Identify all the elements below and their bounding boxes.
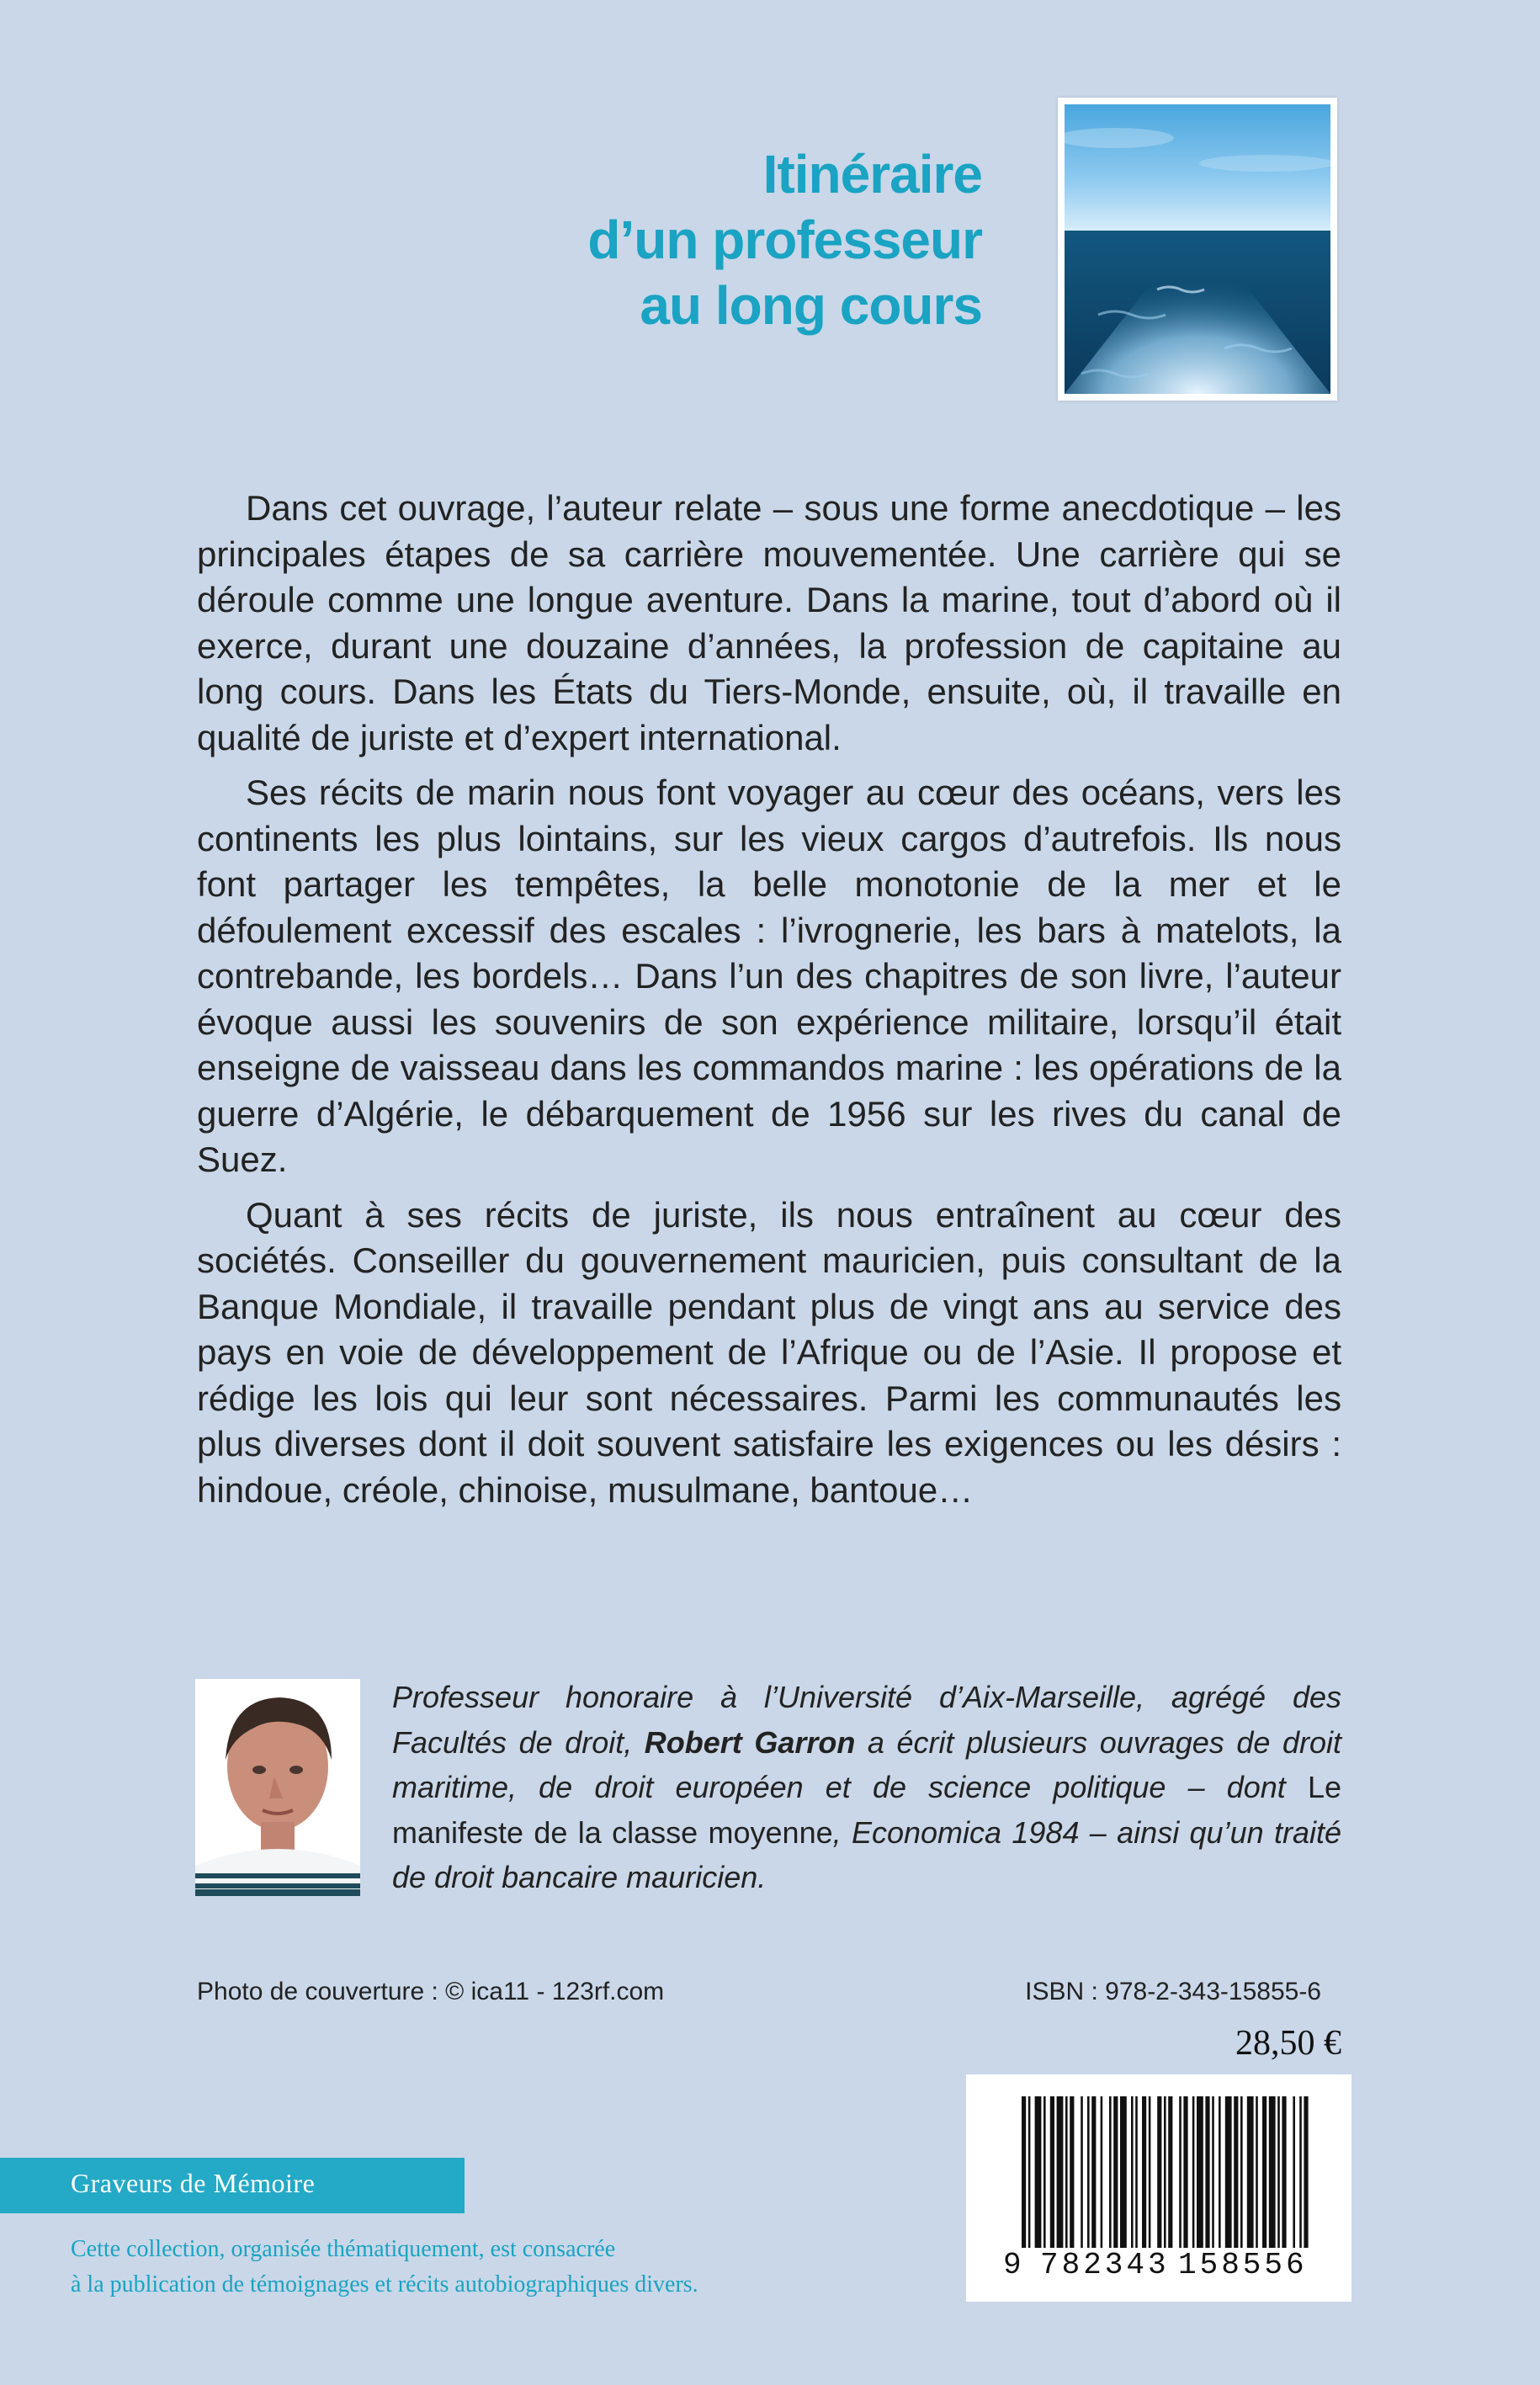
- barcode-bar: [1240, 2096, 1243, 2248]
- barcode-bar: [1120, 2096, 1127, 2248]
- barcode-bar: [1091, 2096, 1096, 2248]
- barcode-bar: [1131, 2096, 1134, 2248]
- author-portrait: [195, 1679, 360, 1896]
- barcode-bar: [1234, 2096, 1238, 2248]
- collection-name: Graveurs de Mémoire: [71, 2168, 316, 2198]
- barcode-bar: [1262, 2096, 1267, 2248]
- barcode-bars: [1022, 2096, 1309, 2248]
- book-title: [393, 141, 982, 338]
- barcode-bar: [1205, 2096, 1209, 2248]
- barcode-bar: [1304, 2096, 1308, 2248]
- barcode-bar: [1299, 2096, 1302, 2248]
- barcode-bar: [1065, 2096, 1068, 2248]
- barcode-bar: [1247, 2096, 1254, 2248]
- barcode-bar: [1282, 2096, 1286, 2248]
- author-name: Robert Garron: [644, 1724, 856, 1760]
- summary: [197, 486, 1341, 1522]
- collection-description-line-1: Cette collection, organisée thématiquement, est consacrée: [71, 2236, 616, 2262]
- barcode-bar: [1113, 2096, 1118, 2248]
- barcode: [966, 2074, 1351, 2302]
- bio-book-title: Le manifeste de la classe moyenne: [392, 1770, 1341, 1850]
- title-line-1: Itinéraire: [762, 144, 982, 205]
- barcode-bar: [1057, 2096, 1064, 2248]
- barcode-bar: [1101, 2096, 1103, 2248]
- barcode-bar: [1269, 2096, 1276, 2248]
- barcode-bar: [1043, 2096, 1046, 2248]
- summary-paragraph-1: Dans cet ouvrage, l’auteur relate – sous une forme anecdotique – les principales étapes de sa carrière mouvementée. Une carrière qui se déroule comme une longue aventure. Dans la marine, tout d’abord où il exerce, durant une douzaine d’années, la profession de capitaine au long cours. Dans les États du Tiers-Monde, ensuite, où, il travaille en qualité de juriste et d’expert international.: [197, 488, 1341, 757]
- title-line-3: au long cours: [640, 275, 982, 336]
- barcode-bar: [1219, 2096, 1221, 2248]
- collection-description-line-2: à la publication de témoignages et récits autobiographiques divers.: [71, 2271, 698, 2297]
- barcode-bar: [1164, 2096, 1166, 2248]
- barcode-bar: [1183, 2096, 1187, 2248]
- barcode-right-digits: 158556: [1178, 2248, 1308, 2282]
- collection-description: [71, 2232, 828, 2303]
- barcode-bar: [1293, 2096, 1295, 2248]
- barcode-first-digit: 9: [1003, 2248, 1022, 2282]
- barcode-bar: [1135, 2096, 1138, 2248]
- collection-band: [0, 2158, 465, 2213]
- barcode-bar: [1179, 2096, 1182, 2248]
- barcode-bar: [1256, 2096, 1258, 2248]
- barcode-bar: [1197, 2096, 1203, 2248]
- barcode-bar: [1022, 2096, 1026, 2248]
- cover-photo: [1058, 98, 1337, 401]
- barcode-bar: [1149, 2096, 1151, 2248]
- bio-text-2: a écrit plusieurs ouvrages de droit maritime, de droit européen et de science politique – dont: [392, 1724, 1341, 1804]
- author-bio: [392, 1675, 1341, 1900]
- bio-text-1: Professeur honoraire à l’Université d’Aix-Marseille, agrégé des Facultés de droit,: [392, 1680, 1341, 1760]
- barcode-graphic: [966, 2074, 1351, 2302]
- barcode-bar: [1157, 2096, 1161, 2248]
- barcode-bar: [1277, 2096, 1280, 2248]
- author-photo: [195, 1679, 360, 1896]
- barcode-bar: [1087, 2096, 1090, 2248]
- barcode-bar: [1225, 2096, 1232, 2248]
- summary-paragraph-2: Ses récits de marin nous font voyager au cœur des océans, vers les continents les plus lointains, sur les vieux cargos d’autrefois. Ils nous font partager les tempêtes, la belle monotonie de la mer et le défoulement excessif des escales : l’ivrognerie, les bars à matelots, la contrebande, les bordels… Dans l’un des chapitres de son livre, l’auteur évoque aussi les souvenirs de son expérience militaire, lorsqu’il était enseigne de vaisseau dans les commandos marine : les opérations de la guerre d’Algérie, le débarquement de 1956 sur les rives du canal de Suez.: [197, 773, 1341, 1179]
- barcode-bar: [1028, 2096, 1031, 2248]
- barcode-bar: [1142, 2096, 1146, 2248]
- barcode-left-digits: 782343: [1040, 2248, 1170, 2282]
- barcode-bar: [1081, 2096, 1083, 2248]
- title-line-2: d’un professeur: [587, 210, 982, 270]
- barcode-bar: [1109, 2096, 1112, 2248]
- summary-paragraph-3: Quant à ses récits de juriste, ils nous entraînent au cœur des sociétés. Conseiller du gouvernement mauricien, puis consultant de la Banque Mondiale, il travaille pendant plus de vingt ans au service des pays en voie de développement de l’Afrique ou de l’Asie. Il propose et rédige les lois qui leur sont nécessaires. Parmi les communautés les plus diverses dont il doit souvent satisfaire les exigences ou les désirs : hindoue, créole, chinoise, musulmane, bantoue…: [197, 1194, 1341, 1510]
- price: 28,50 €: [1235, 2024, 1341, 2063]
- barcode-bar: [1035, 2096, 1042, 2248]
- photo-credit: Photo de couverture : © ica11 - 123rf.com: [197, 1978, 665, 2005]
- barcode-bar: [1168, 2096, 1172, 2248]
- barcode-bar: [1050, 2096, 1054, 2248]
- bio-text-3: , Economica 1984 – ainsi qu’un traité de droit bancaire mauricien.: [392, 1814, 1341, 1894]
- ocean-wake-photo: [1065, 104, 1330, 394]
- barcode-bar: [1070, 2096, 1074, 2248]
- barcode-bar: [1212, 2096, 1214, 2248]
- isbn: ISBN : 978-2-343-15855-6: [1025, 1978, 1321, 2005]
- barcode-bar: [1192, 2096, 1195, 2248]
